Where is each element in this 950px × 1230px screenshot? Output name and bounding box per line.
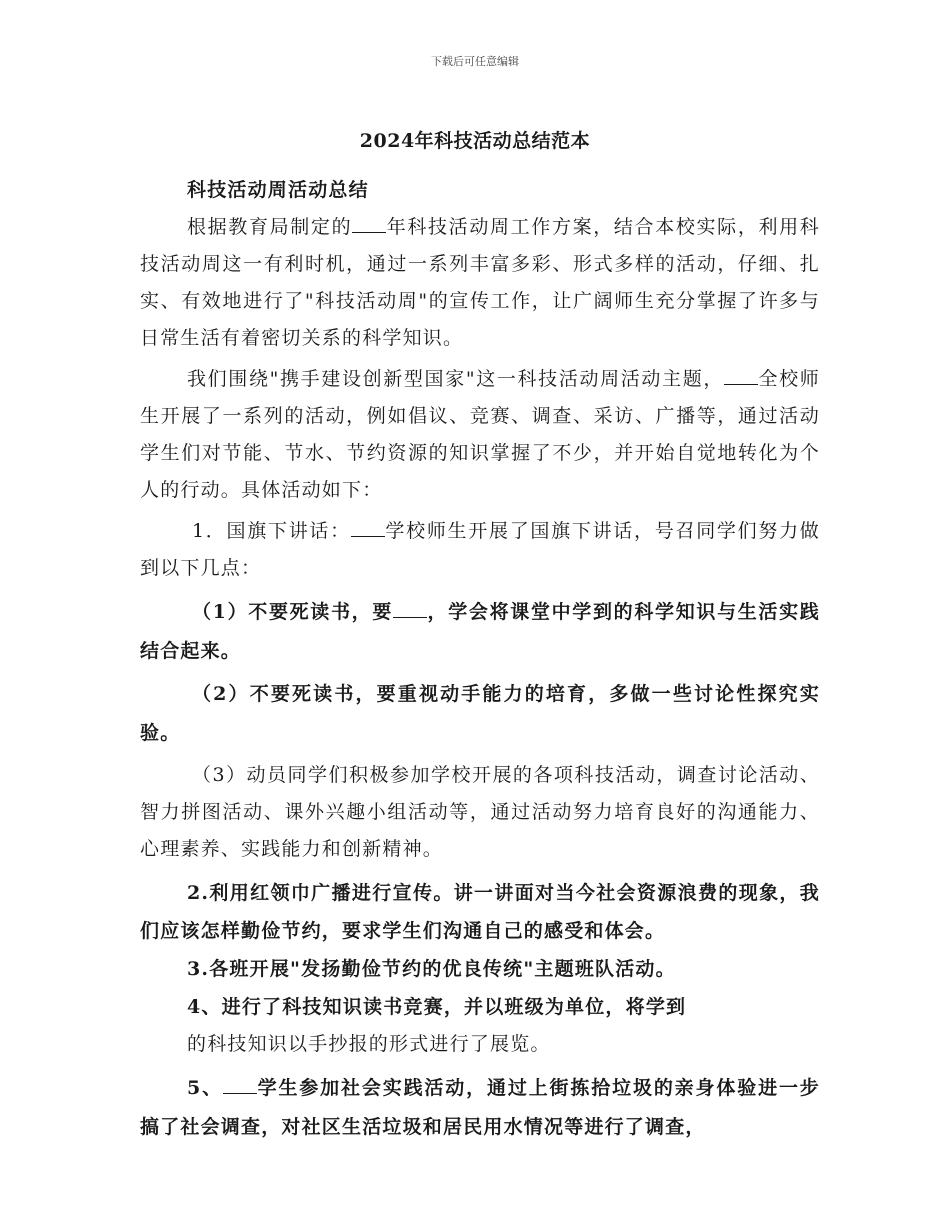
blank-field (352, 210, 386, 233)
item-2: 2.利用红领巾广播进行宣传。讲一讲面对当今社会资源浪费的现象，我们应该怎样勤俭节约，要求学生们沟通自己的感受和体会。 (140, 882, 820, 942)
item-3: 3.各班开展"发扬勤俭节约的优良传统"主题班队活动。 (187, 958, 676, 980)
sub-item-1: （1）不要死读书，要 ，学会将课堂中学到的科学知识与生活实践结合起来。 (140, 593, 820, 671)
sub-item-2: （2）不要死读书，要重视动手能力的培育，多做一些讨论性探究实验。 (140, 683, 820, 744)
blank-field (393, 595, 427, 618)
section-heading: 科技活动周活动总结 (187, 179, 369, 201)
paragraph-intro: 根据教育局制定的 年科技活动周工作方案，结合本校实际，利用科技活动周这一有利时机，通过一系列丰富多彩、形式多样的活动，仔细、扎实、有效地进行了"科技活动周"的宣传工作，让广阔师生充分掌握了许多与日常生活有着密切关系的科学知识。 (140, 209, 820, 357)
blank-field (223, 1071, 257, 1094)
item-5: 5、 学生参加社会实践活动，通过上街拣拾垃圾的亲身体验进一步搞了社会调查，对社区生活垃圾和居民用水情况等进行了调查， (140, 1069, 820, 1147)
item-4: 4、进行了科技知识读书竞赛，并以班级为单位，将学到 (187, 996, 687, 1018)
header-note: 下载后可任意编辑 (431, 55, 519, 68)
item-4-continued: 的科技知识以手抄报的形式进行了展览。 (187, 1033, 551, 1055)
paragraph-theme: 我们围绕"携手建设创新型国家"这一科技活动周活动主题， 全校师生开展了一系列的活动，例如倡议、竞赛、调查、采访、广播等，通过活动学生们对节能、节水、节约资源的知识掌握了不少，并开始自觉地转化为个人的行动。具体活动如下： (140, 361, 820, 509)
item-1: 1．国旗下讲话： 学校师生开展了国旗下讲话，号召同学们努力做到以下几点： (140, 513, 820, 587)
sub-item-3: （3）动员同学们积极参加学校开展的各项科技活动，调查讨论活动、智力拼图活动、课外兴趣小组活动等，通过活动努力培育良好的沟通能力、心理素养、实践能力和创新精神。 (140, 764, 820, 860)
blank-field (351, 514, 385, 537)
document-title: 2024年科技活动总结范本 (359, 130, 591, 152)
document-body (140, 172, 820, 1147)
blank-field (724, 362, 758, 385)
